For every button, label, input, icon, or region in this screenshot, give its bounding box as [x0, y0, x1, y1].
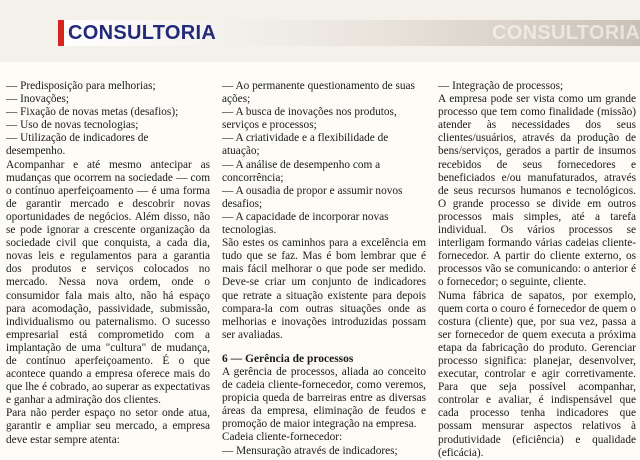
- list-item: — Fixação de novas metas (desafios);: [6, 106, 179, 119]
- list-item: — A capacidade de incorporar novas tecnologias.: [222, 210, 389, 237]
- body-paragraph: A empresa pode ser vista como um grande processo que tem como finalidade (missão) atender às necessidades dos seus clientes/usuários, através da produção de bens/serviços, gerados a partir de insumos recebidos de seus fornecedores e beneficiados e/ou manufaturados, através de seus recursos humanos e tecnológicos. O grande processo se divide em outros processos mais simples, até a tarefa individual. Os vários processos se interligam formando várias cadeias cliente-fornecedor. A partir do cliente externo, os processos vão se comunicando: o anterior é o fornecedor; o seguinte, cliente.: [438, 93, 636, 289]
- paragraph-spacer: [222, 342, 426, 350]
- body-paragraph: Acompanhar e até mesmo antecipar as mudanças que ocorrem na sociedade — com o contínuo aperfeiçoamento — é uma forma de garantir mercado e descobrir novas oportunidades de negócios. Além disso, não se pode ignorar a crescente organização da sociedade civil que conquista, a cada dia, novas leis e regulamentos para a garantia dos produtos e serviços colocados no mercado. Nessa nova ordem, onde o consumidor fala mais alto, não há espaço para acomodação, passividade, submissão, individualismo ou paternalismo. O sucesso empresarial está comprometido com a implantação de uma "cultura" de mudança, de contínuo aperfeiçoamento. É o que acontece quando a empresa oferece mais do que lhe é cobrado, ao superar as expectativas e ganhar a admiração dos clientes.: [6, 158, 210, 407]
- list-item: — A criatividade e a flexibilidade de atuação;: [222, 132, 389, 158]
- body-paragraph: Cadeia cliente-fornecedor:: [222, 431, 343, 444]
- text-column-1: [6, 80, 210, 447]
- list-item: — Inovações;: [6, 93, 70, 106]
- body-paragraph: Para não perder espaço no setor onde atua, garantir e ampliar seu mercado, a empresa deve estar sempre atenta:: [6, 407, 210, 446]
- body-paragraph: Numa fábrica de sapatos, por exemplo, quem corta o couro é fornecedor de quem o costura (cliente) que, por sua vez, passa a ser fornecedor de quem executa a próxima etapa da fabricação do produto. Gerenciar processo significa: planejar, desenvolver, executar, controlar e agir corretivamente. Para que seja possível acompanhar, controlar e avaliar, é indispensável que cada processo tenha indicadores que possam mensurar aspectos relativos à produtividade (eficiência) e qualidade (eficácia).: [438, 289, 636, 459]
- list-item: — A análise de desempenho com a concorrência;: [222, 158, 381, 184]
- header-accent-mark: [58, 20, 64, 46]
- text-column-3: [438, 80, 636, 460]
- list-item: — Ao permanente questionamento de suas ações;: [222, 80, 415, 106]
- list-item: — Mensuração através de indicadores;: [222, 444, 398, 457]
- section-title: CONSULTORIA: [68, 22, 217, 44]
- list-item: — Utilização de indicadores de desempenho.: [6, 132, 149, 158]
- body-paragraph: São estes os caminhos para a excelência em tudo que se faz. Mas é bom lembrar que é mais fácil melhorar o que pode ser medido. Deve-se criar um conjunto de indicadores que retrate a situação existente para depois compara-la com outras situações onde as melhorias e inovações introduzidas possam ser avaliadas.: [222, 237, 426, 341]
- list-item: — A ousadia de propor e assumir novos desafios;: [222, 184, 403, 210]
- list-item: — Integração de processos;: [438, 80, 564, 92]
- list-item: — A busca de inovações nos produtos, serviços e processos;: [222, 106, 397, 132]
- page-header: [0, 0, 640, 62]
- list-item: — Predisposição para melhorias;: [6, 80, 156, 92]
- section-heading: 6 — Gerência de processos: [222, 352, 354, 365]
- list-item: — Uso de novas tecnologias;: [6, 119, 139, 132]
- section-title-watermark: CONSULTORIA: [492, 22, 640, 44]
- body-paragraph: A gerência de processos, aliada ao conceito de cadeia cliente-fornecedor, como veremos, propicia queda de barreiras entre as diversas áreas da empresa, eliminação de feudos e promoção de maior integração na empresa.: [222, 365, 426, 431]
- text-column-2: [222, 80, 426, 458]
